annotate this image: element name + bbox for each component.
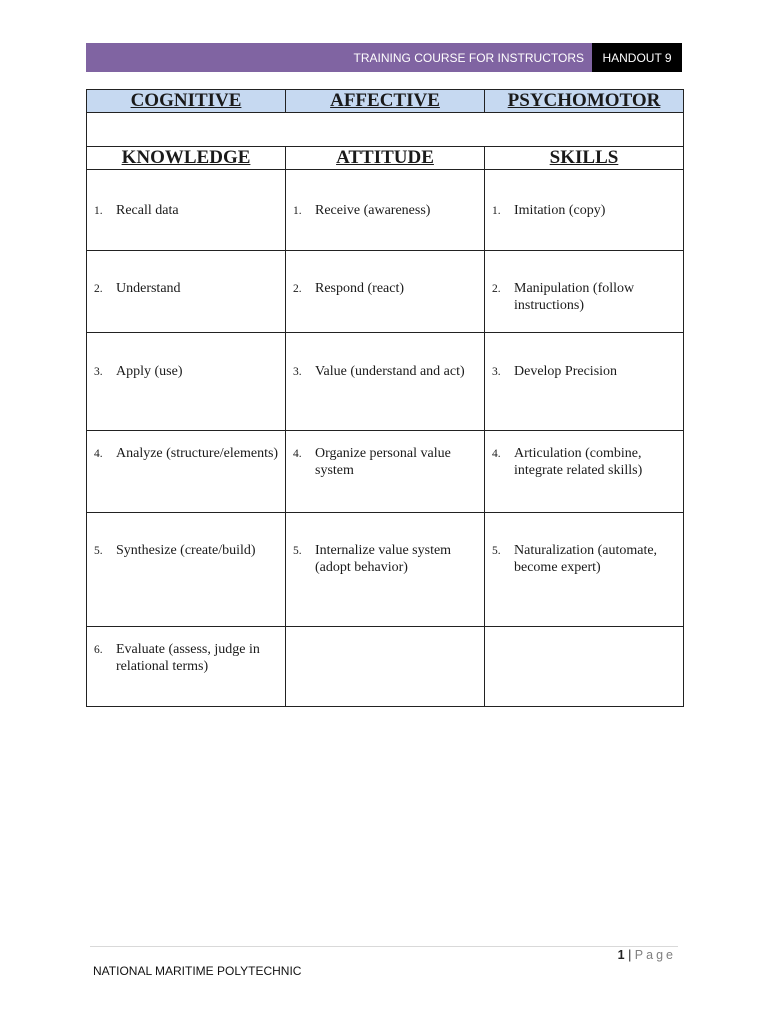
table-row [87,170,684,251]
item-number: 2. [492,283,501,295]
category-header-row [87,147,684,170]
footer-divider [90,946,678,947]
item-text: Organize personal value system [315,446,451,478]
item-number: 5. [94,545,103,557]
category-knowledge: KNOWLEDGE [87,147,286,170]
item-number: 5. [293,545,302,557]
item-number: 4. [492,448,501,460]
domain-cognitive: COGNITIVE [87,90,286,113]
item-text: Apply (use) [116,364,183,379]
table-cell [87,431,286,513]
domain-header-row [87,90,684,113]
table-cell [485,333,684,431]
item-number: 5. [492,545,501,557]
list-item [286,333,484,381]
page-word: Page [634,948,676,962]
item-number: 2. [293,283,302,295]
list-item [485,333,683,381]
table-cell [87,333,286,431]
item-number: 3. [492,366,501,378]
table-cell [286,513,485,627]
item-text: Synthesize (create/build) [116,543,256,558]
table-body [87,170,684,707]
list-item [87,170,285,220]
list-item [87,333,285,381]
table-cell [485,431,684,513]
item-number: 4. [94,448,103,460]
table-row [87,251,684,333]
table-cell [485,170,684,251]
list-item [485,170,683,220]
item-text: Value (understand and act) [315,364,465,379]
list-item [485,251,683,314]
table-cell [286,627,485,707]
page-number [618,948,676,962]
blank-cell [87,113,684,147]
course-title: TRAINING COURSE FOR INSTRUCTORS [86,43,592,72]
table-row [87,513,684,627]
page-separator: | [628,948,632,962]
blank-row [87,113,684,147]
item-text: Articulation (combine, integrate related skills) [514,446,643,478]
item-number: 1. [293,205,302,217]
category-skills: SKILLS [485,147,684,170]
item-text: Internalize value system (adopt behavior) [315,543,452,575]
item-number: 6. [94,644,103,656]
list-item [485,627,683,642]
table-row [87,627,684,707]
table-cell [87,627,286,707]
item-text: Analyze (structure/elements) [116,446,279,461]
handout-label: HANDOUT 9 [592,43,682,72]
item-number: 3. [94,366,103,378]
table-cell [485,627,684,707]
table-cell [485,513,684,627]
category-attitude: ATTITUDE [286,147,485,170]
item-text: Imitation (copy) [514,203,606,218]
table-row [87,333,684,431]
table-cell [286,251,485,333]
table-cell [286,333,485,431]
page-number-value: 1 [617,948,625,962]
item-text: Receive (awareness) [315,203,431,218]
item-number: 2. [94,283,103,295]
footer-organization: NATIONAL MARITIME POLYTECHNIC [93,964,302,978]
table-cell [87,513,286,627]
domain-psychomotor: PSYCHOMOTOR [485,90,684,113]
table-cell [485,251,684,333]
item-text: Develop Precision [514,364,618,379]
item-text: Recall data [116,203,179,218]
item-text: Evaluate (assess, judge in relational terms) [116,642,260,674]
list-item [286,251,484,298]
domain-affective: AFFECTIVE [286,90,485,113]
list-item [286,627,484,642]
list-item [485,431,683,479]
list-item [87,251,285,298]
list-item [87,627,285,675]
table-cell [87,251,286,333]
list-item [286,513,484,576]
list-item [286,431,484,479]
table-row [87,431,684,513]
learning-domains-table [86,89,684,707]
table-cell [87,170,286,251]
item-text: Understand [116,281,181,296]
page-header [86,43,682,72]
item-text: Naturalization (automate, become expert) [514,543,658,575]
table-cell [286,431,485,513]
item-number: 3. [293,366,302,378]
item-text: Respond (react) [315,281,405,296]
item-number: 1. [492,205,501,217]
item-number: 1. [94,205,103,217]
list-item [87,431,285,463]
table-cell [286,170,485,251]
list-item [87,513,285,560]
list-item [485,513,683,576]
item-text: Manipulation (follow instructions) [514,281,635,313]
item-number: 4. [293,448,302,460]
list-item [286,170,484,220]
